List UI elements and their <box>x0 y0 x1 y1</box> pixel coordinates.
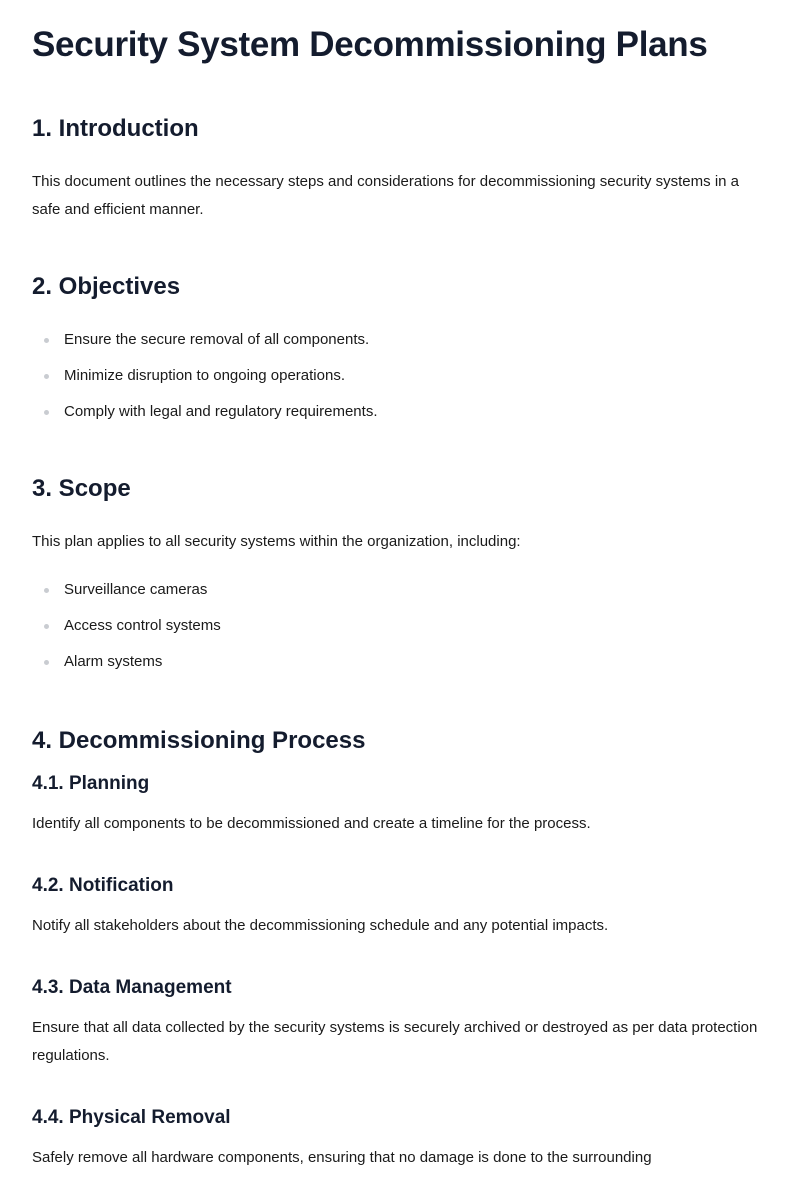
planning-paragraph: Identify all components to be decommissioned and create a timeline for the process. <box>32 815 591 832</box>
list-item-text: Minimize disruption to ongoing operations. <box>64 367 345 384</box>
list-item-text: Comply with legal and regulatory requirements. <box>64 403 378 420</box>
data-management-paragraph: Ensure that all data collected by the security systems is securely archived or destroyed as per data protection regulations. <box>32 1019 758 1064</box>
section-scope <box>32 474 768 674</box>
subsection-heading-physical-removal: 4.4. Physical Removal <box>32 1107 231 1128</box>
section-heading-objectives: 2. Objectives <box>32 273 181 300</box>
list-item <box>32 578 768 602</box>
list-item-text: Access control systems <box>64 617 221 634</box>
list-item <box>32 614 768 638</box>
page-title: Security System Decommissioning Plans <box>32 25 708 64</box>
subsection-heading-notification: 4.2. Notification <box>32 875 174 896</box>
notification-paragraph: Notify all stakeholders about the decommissioning schedule and any potential impacts. <box>32 917 609 934</box>
subsection-physical-removal <box>32 1106 768 1172</box>
bullet-icon <box>44 338 49 343</box>
list-item-text: Surveillance cameras <box>64 581 208 598</box>
subsection-heading-data-management: 4.3. Data Management <box>32 977 232 998</box>
list-item-text: Ensure the secure removal of all components. <box>64 331 370 348</box>
physical-removal-paragraph: Safely remove all hardware components, ensuring that no damage is done to the surrounding <box>32 1149 652 1166</box>
subsection-planning <box>32 772 768 838</box>
section-heading-decommissioning-process: 4. Decommissioning Process <box>32 727 366 754</box>
objectives-list <box>32 328 768 424</box>
section-heading-introduction: 1. Introduction <box>32 115 199 142</box>
scope-paragraph: This plan applies to all security systems within the organization, including: <box>32 533 521 550</box>
bullet-icon <box>44 410 49 415</box>
list-item <box>32 364 768 388</box>
section-introduction <box>32 114 768 224</box>
introduction-paragraph: This document outlines the necessary steps and considerations for decommissioning security systems in a safe and efficient manner. <box>32 173 739 218</box>
section-objectives <box>32 272 768 424</box>
bullet-icon <box>44 660 49 665</box>
list-item <box>32 650 768 674</box>
bullet-icon <box>44 374 49 379</box>
subsection-data-management <box>32 976 768 1070</box>
bullet-icon <box>44 588 49 593</box>
list-item <box>32 328 768 352</box>
subsection-notification <box>32 874 768 940</box>
scope-list <box>32 578 768 674</box>
section-heading-scope: 3. Scope <box>32 475 131 502</box>
bullet-icon <box>44 624 49 629</box>
list-item <box>32 400 768 424</box>
list-item-text: Alarm systems <box>64 653 163 670</box>
subsection-heading-planning: 4.1. Planning <box>32 773 150 794</box>
section-decommissioning-process <box>32 726 768 1172</box>
